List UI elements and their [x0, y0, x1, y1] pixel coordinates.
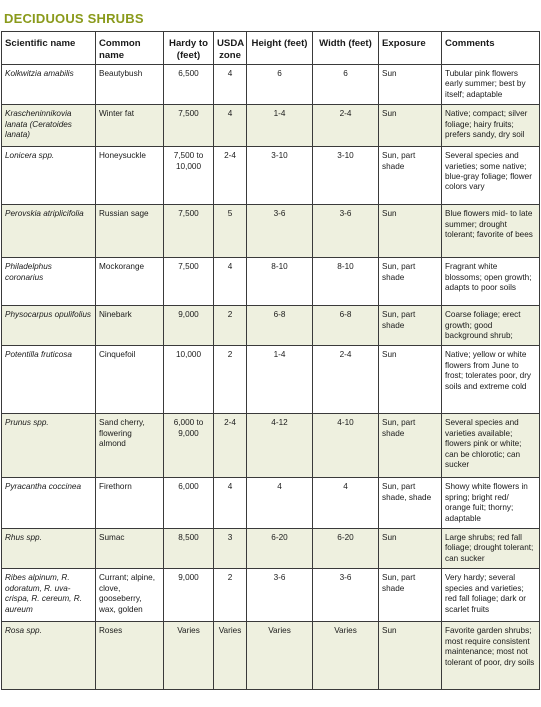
cell-exposure: Sun, part shade — [379, 414, 442, 478]
cell-common-name: Beautybush — [96, 65, 164, 105]
cell-height: 3-6 — [247, 205, 313, 258]
cell-hardy-to: 7,500 — [164, 105, 214, 147]
cell-comments: Very hardy; several species and varieties; red fall foliage; dark or scarlet fruits — [442, 569, 540, 622]
cell-width: 6-20 — [313, 529, 379, 569]
table-row — [2, 306, 540, 346]
cell-common-name: Currant; alpine, clove, gooseberry, wax, golden — [96, 569, 164, 622]
cell-hardy-to: 6,000 to 9,000 — [164, 414, 214, 478]
cell-usda-zone: Varies — [214, 622, 247, 690]
col-header-scientific-name: Scientific name — [2, 32, 96, 65]
cell-usda-zone: 2-4 — [214, 414, 247, 478]
cell-usda-zone: 3 — [214, 529, 247, 569]
cell-comments: Fragrant white blossoms; open growth; adapts to poor soils — [442, 258, 540, 306]
cell-comments: Coarse foliage; erect growth; good background shrub; — [442, 306, 540, 346]
cell-usda-zone: 2-4 — [214, 147, 247, 205]
cell-exposure: Sun, part shade — [379, 306, 442, 346]
header-row — [2, 32, 540, 65]
cell-exposure: Sun, part shade — [379, 147, 442, 205]
cell-hardy-to: 8,500 — [164, 529, 214, 569]
cell-comments: Large shrubs; red fall foliage; drought tolerant; can sucker — [442, 529, 540, 569]
table-row — [2, 414, 540, 478]
col-header-usda-zone: USDA zone — [214, 32, 247, 65]
cell-height: 1-4 — [247, 105, 313, 147]
table-row — [2, 65, 540, 105]
table-row — [2, 529, 540, 569]
cell-usda-zone: 4 — [214, 65, 247, 105]
table-row — [2, 258, 540, 306]
table-row — [2, 147, 540, 205]
cell-common-name: Firethorn — [96, 478, 164, 529]
cell-common-name: Roses — [96, 622, 164, 690]
cell-exposure: Sun — [379, 105, 442, 147]
cell-scientific-name: Prunus spp. — [2, 414, 96, 478]
cell-comments: Tubular pink flowers early summer; best by itself; adaptable — [442, 65, 540, 105]
cell-common-name: Mockorange — [96, 258, 164, 306]
table-title: DECIDUOUS SHRUBS — [4, 11, 144, 26]
cell-height: 6 — [247, 65, 313, 105]
cell-height: 1-4 — [247, 346, 313, 414]
cell-height: 3-6 — [247, 569, 313, 622]
cell-exposure: Sun, part shade — [379, 258, 442, 306]
table-row — [2, 105, 540, 147]
cell-scientific-name: Rosa spp. — [2, 622, 96, 690]
cell-scientific-name: Ribes alpinum, R. odoratum, R. uva-crispa, R. cereum, R. aureum — [2, 569, 96, 622]
cell-exposure: Sun — [379, 205, 442, 258]
cell-width: 2-4 — [313, 346, 379, 414]
cell-height: 4-12 — [247, 414, 313, 478]
cell-width: 3-6 — [313, 205, 379, 258]
col-header-exposure: Exposure — [379, 32, 442, 65]
cell-height: 6-20 — [247, 529, 313, 569]
cell-exposure: Sun — [379, 622, 442, 690]
cell-scientific-name: Lonicera spp. — [2, 147, 96, 205]
cell-comments: Several species and varieties available; flowers pink or white; can be chlorotic; can sucker — [442, 414, 540, 478]
cell-comments: Native; yellow or white flowers from June to frost; tolerates poor, dry soils and extreme cold — [442, 346, 540, 414]
cell-scientific-name: Perovskia atriplicifolia — [2, 205, 96, 258]
col-header-height: Height (feet) — [247, 32, 313, 65]
cell-hardy-to: 10,000 — [164, 346, 214, 414]
cell-usda-zone: 4 — [214, 258, 247, 306]
cell-scientific-name: Physocarpus opulifolius — [2, 306, 96, 346]
cell-hardy-to: 9,000 — [164, 569, 214, 622]
table-row — [2, 346, 540, 414]
cell-usda-zone: 4 — [214, 105, 247, 147]
table-row — [2, 569, 540, 622]
cell-exposure: Sun, part shade, shade — [379, 478, 442, 529]
cell-comments: Native; compact; silver foliage; hairy fruits; prefers sandy, dry soil — [442, 105, 540, 147]
cell-hardy-to: 7,500 to 10,000 — [164, 147, 214, 205]
cell-exposure: Sun — [379, 65, 442, 105]
cell-width: 8-10 — [313, 258, 379, 306]
cell-common-name: Ninebark — [96, 306, 164, 346]
cell-height: 8-10 — [247, 258, 313, 306]
cell-exposure: Sun, part shade — [379, 569, 442, 622]
cell-hardy-to: 7,500 — [164, 258, 214, 306]
cell-common-name: Winter fat — [96, 105, 164, 147]
cell-exposure: Sun — [379, 346, 442, 414]
table-row — [2, 622, 540, 690]
cell-width: 3-6 — [313, 569, 379, 622]
col-header-width: Width (feet) — [313, 32, 379, 65]
col-header-comments: Comments — [442, 32, 540, 65]
cell-height: 4 — [247, 478, 313, 529]
cell-width: 4-10 — [313, 414, 379, 478]
cell-width: 6 — [313, 65, 379, 105]
cell-scientific-name: Kolkwitzia amabilis — [2, 65, 96, 105]
cell-comments: Blue flowers mid- to late summer; drought tolerant; favorite of bees — [442, 205, 540, 258]
shrubs-table — [1, 31, 540, 690]
cell-comments: Favorite garden shrubs; most require consistent maintenance; most not tolerant of poor, dry soils — [442, 622, 540, 690]
cell-scientific-name: Potentilla fruticosa — [2, 346, 96, 414]
cell-common-name: Honeysuckle — [96, 147, 164, 205]
cell-hardy-to: 7,500 — [164, 205, 214, 258]
cell-usda-zone: 4 — [214, 478, 247, 529]
cell-usda-zone: 2 — [214, 346, 247, 414]
cell-comments: Showy white flowers in spring; bright red/ orange fuit; thorny; adaptable — [442, 478, 540, 529]
cell-comments: Several species and varieties; some native; blue-gray foliage; flower colors vary — [442, 147, 540, 205]
cell-height: Varies — [247, 622, 313, 690]
cell-width: 6-8 — [313, 306, 379, 346]
table-row — [2, 205, 540, 258]
cell-height: 6-8 — [247, 306, 313, 346]
cell-hardy-to: 6,500 — [164, 65, 214, 105]
cell-common-name: Sand cherry, flowering almond — [96, 414, 164, 478]
col-header-common-name: Common name — [96, 32, 164, 65]
cell-hardy-to: Varies — [164, 622, 214, 690]
cell-common-name: Russian sage — [96, 205, 164, 258]
cell-usda-zone: 2 — [214, 306, 247, 346]
cell-scientific-name: Pyracantha coccinea — [2, 478, 96, 529]
cell-usda-zone: 5 — [214, 205, 247, 258]
cell-width: 3-10 — [313, 147, 379, 205]
cell-usda-zone: 2 — [214, 569, 247, 622]
cell-scientific-name: Philadelphus coronarius — [2, 258, 96, 306]
cell-common-name: Cinquefoil — [96, 346, 164, 414]
cell-width: 2-4 — [313, 105, 379, 147]
cell-scientific-name: Krascheninnikovia lanata (Ceratoides lanata) — [2, 105, 96, 147]
cell-height: 3-10 — [247, 147, 313, 205]
cell-hardy-to: 6,000 — [164, 478, 214, 529]
cell-width: 4 — [313, 478, 379, 529]
cell-scientific-name: Rhus spp. — [2, 529, 96, 569]
cell-common-name: Sumac — [96, 529, 164, 569]
cell-hardy-to: 9,000 — [164, 306, 214, 346]
col-header-hardy-to: Hardy to (feet) — [164, 32, 214, 65]
table-row — [2, 478, 540, 529]
cell-width: Varies — [313, 622, 379, 690]
cell-exposure: Sun — [379, 529, 442, 569]
